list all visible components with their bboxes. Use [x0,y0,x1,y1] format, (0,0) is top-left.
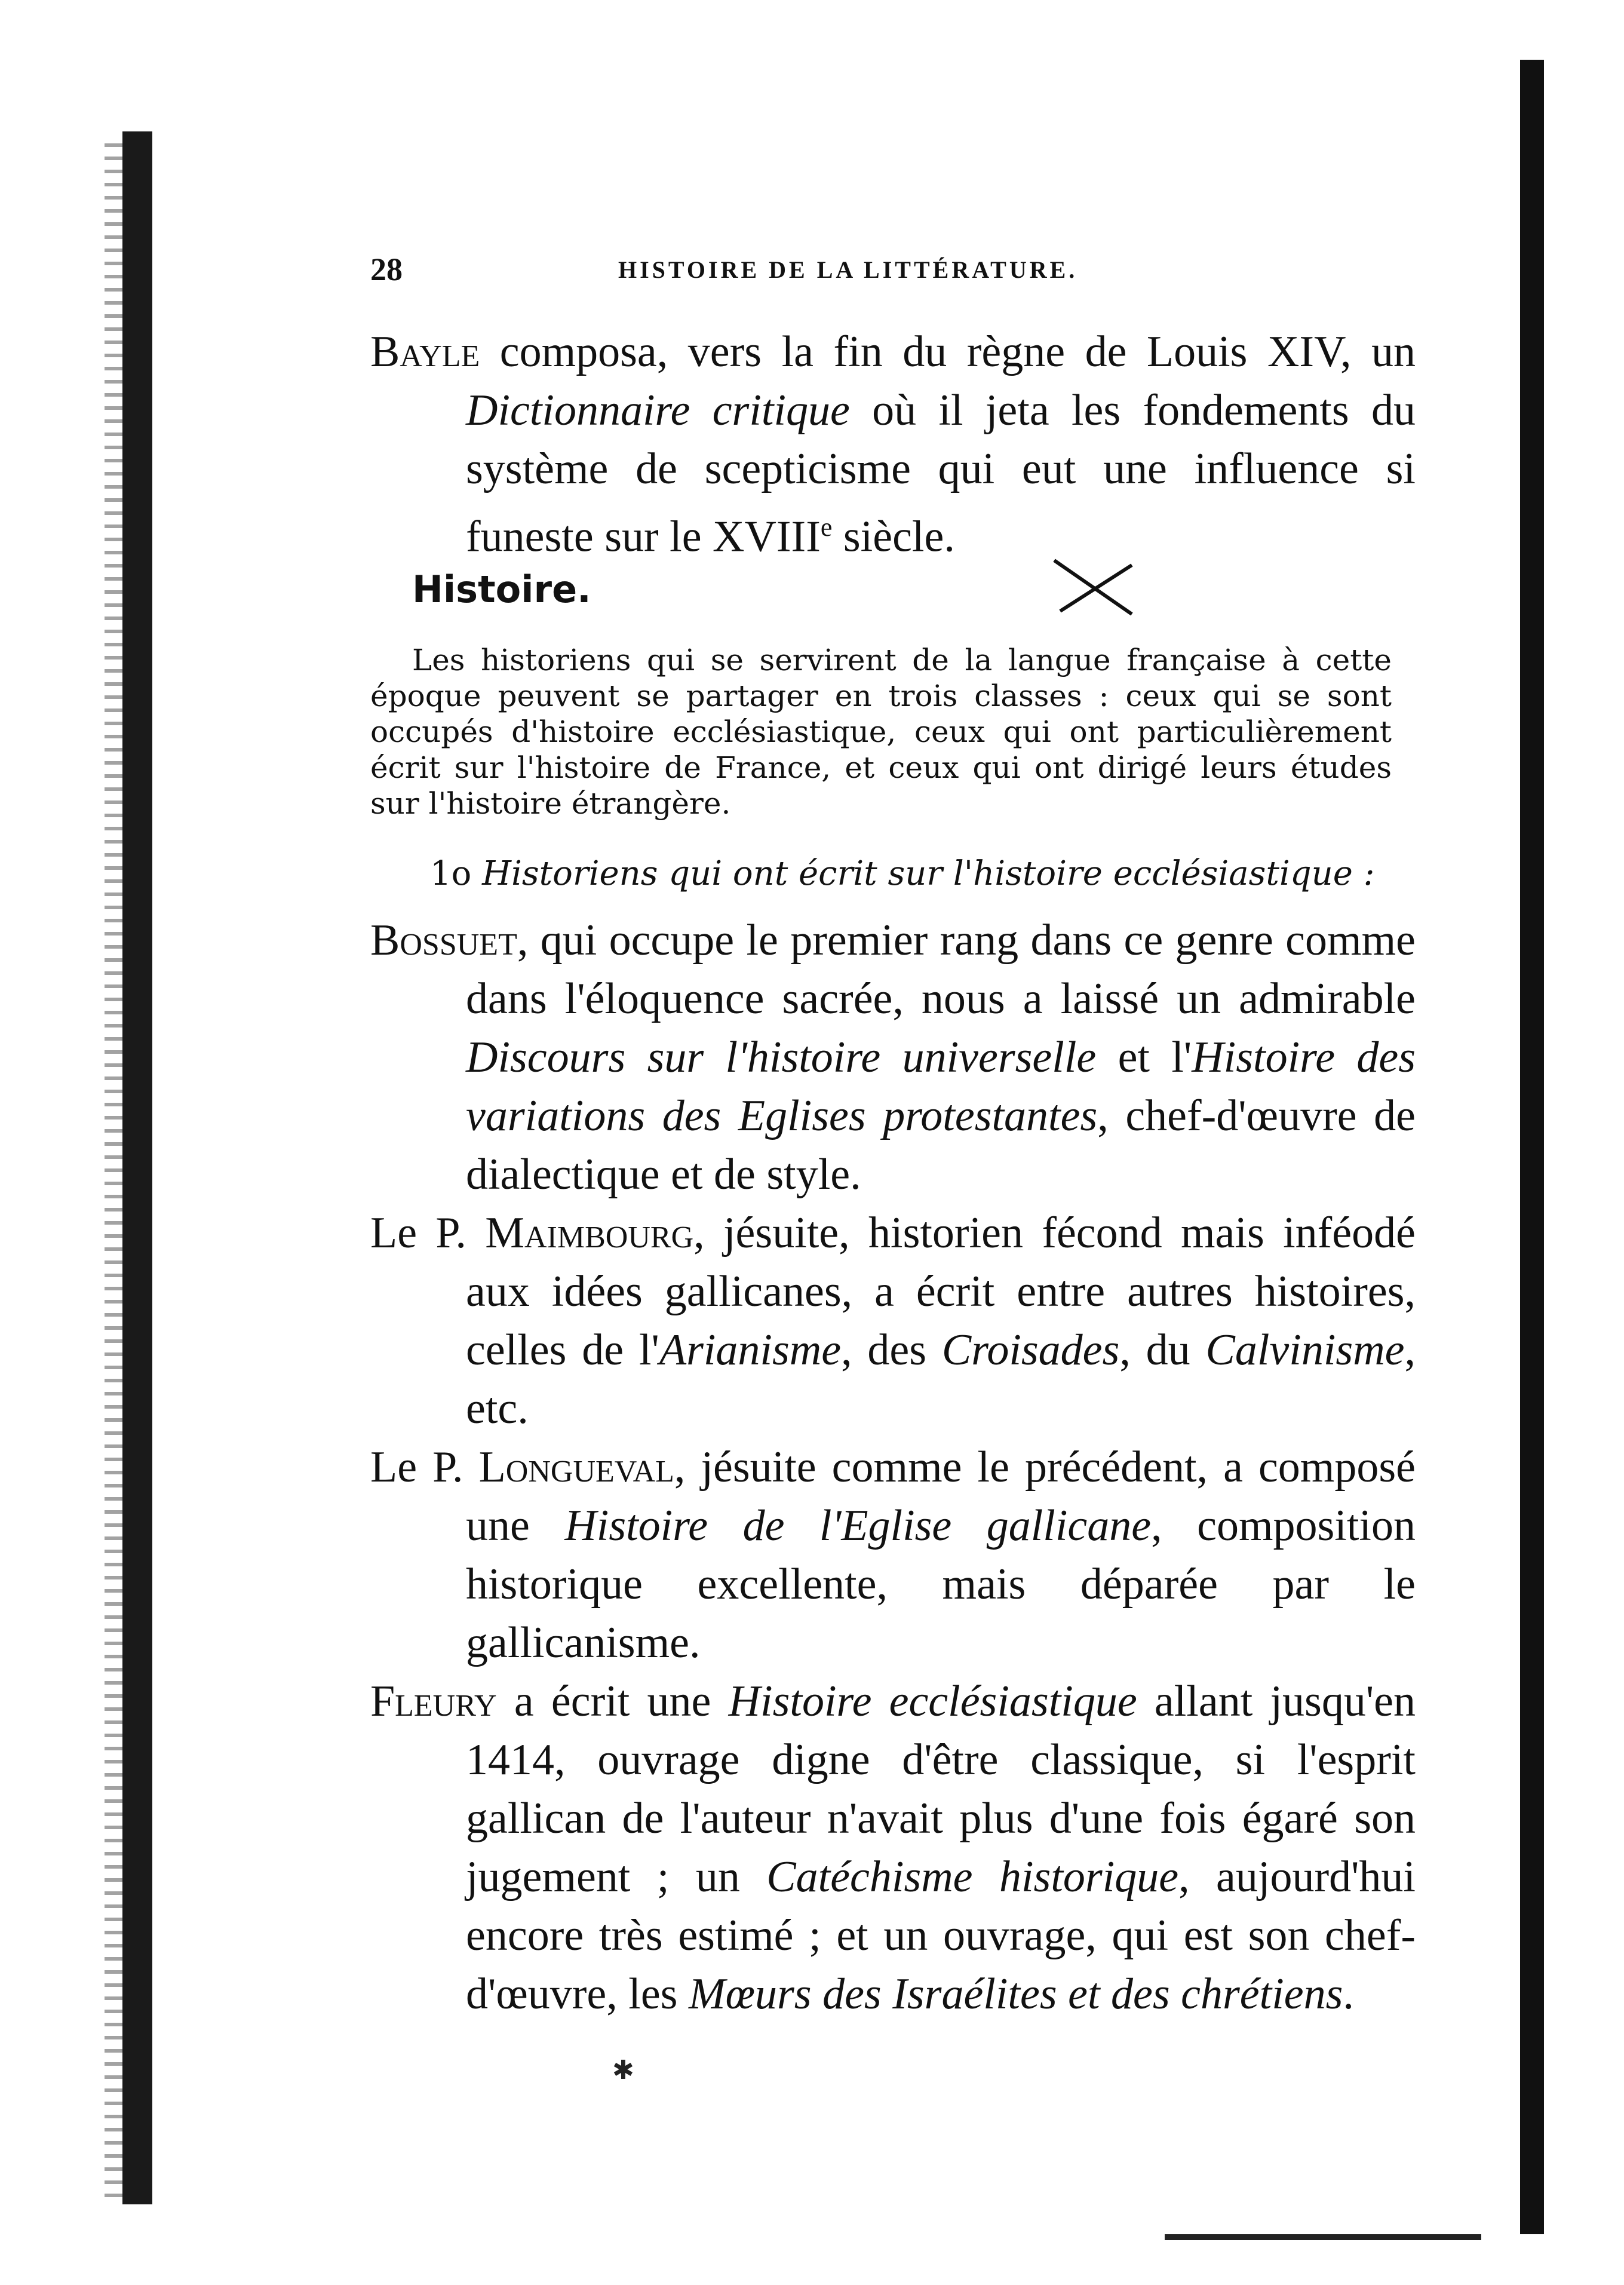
handwritten-cross-mark [1048,554,1138,620]
author-name-bayle: Bayle [370,327,480,376]
binding-shadow [122,131,152,2204]
binding-shadow-fray [105,143,122,2198]
work-title: Histoire des variations des Eglises protestantes [466,1033,1416,1140]
section-intro: Les historiens qui se servirent de la langue française à cette époque peuvent se partager en trois classes : ceux qui se sont occupés d'histoire ecclésiastique, ceux qui ont particulièrement écrit sur l'histoire de France, et ceux qui ont dirigé leurs études sur l'histoire étrangère. [370,643,1392,821]
work-title: Dictionnaire critique [466,386,850,435]
work-title: Histoire ecclésiastique [728,1677,1137,1726]
bayle-entry-block [370,323,1416,566]
author-name-longueval: Longueval [478,1443,674,1492]
entry-bossuet: Bossuet, qui occupe le premier rang dans ce genre comme dans l'éloquence sacrée, nous a laissé un admirable Discours sur l'histoire universelle et l'Histoire des variations des Eglises protestantes, chef-d'œuvre de dialectique et de style. [370,916,1416,1199]
entry-longueval: Le P. Longueval, jésuite comme le précédent, a composé une Histoire de l'Eglise gallicane, composition historique excellente, mais déparée par le gallicanisme. [370,1443,1416,1667]
work-title: Mœurs des Israélites et des chrétiens [688,1970,1343,2019]
work-title: Arianisme [659,1326,842,1375]
entry-fleury: Fleury a écrit une Histoire ecclésiastique allant jusqu'en 1414, ouvrage digne d'être classique, si l'esprit gallican de l'auteur n'avait plus d'une fois égaré son jugement ; un Catéchisme historique, aujourd'hui encore très estimé ; et un ouvrage, qui est son chef-d'œuvre, les Mœurs des Israélites et des chrétiens. [370,1677,1416,2019]
page-edge-shadow [1520,60,1544,2234]
author-name-fleury: Fleury [370,1677,497,1726]
author-name-maimbourg: Maimbourg [485,1209,694,1257]
work-title: Discours sur l'histoire universelle [466,1033,1097,1082]
bayle-entry: Bayle composa, vers la fin du règne de Louis XIV, un Dictionnaire critique où il jeta les fondements du système de scepticisme qui eut une influence si funeste sur le XVIIIe siècle. [370,327,1416,562]
subsection-heading: 1o Historiens qui ont écrit sur l'histoire ecclésiastique : [430,854,1375,893]
page-bottom-mark [1165,2234,1481,2240]
work-title: Catéchisme historique [766,1852,1179,1901]
ink-blot-mark: ✱ [612,2056,634,2085]
entry-maimbourg: Le P. Maimbourg, jésuite, historien fécond mais inféodé aux idées gallicanes, a écrit entre autres histoires, celles de l'Arianisme, des Croisades, du Calvinisme, etc. [370,1209,1416,1433]
section-heading: Histoire. [412,568,591,611]
work-title: Histoire de l'Eglise gallicane [564,1501,1152,1550]
work-title: Croisades [941,1326,1120,1375]
author-name-bossuet: Bossuet [370,916,517,965]
historian-entries [370,911,1416,2023]
running-head: HISTOIRE DE LA LITTÉRATURE. [618,256,1078,283]
work-title: Calvinisme [1205,1326,1405,1375]
page-number: 28 [370,251,403,287]
